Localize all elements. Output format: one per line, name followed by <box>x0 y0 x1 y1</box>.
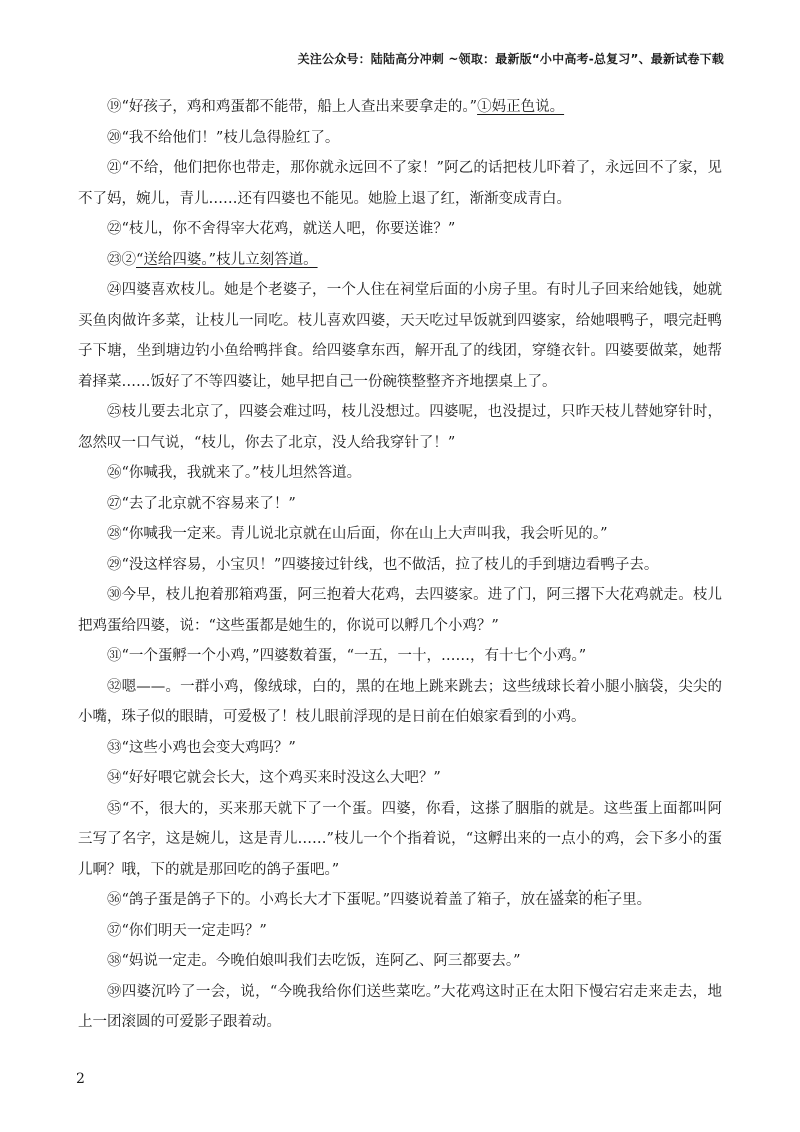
paragraph-24: ㉔四婆喜欢枝儿。她是个老婆子，一个人住在祠堂后面的小房子里。有时儿子回来给她钱，她就买鱼肉做许多菜，让枝儿一同吃。枝儿喜欢四婆，天天吃过早饭就到四婆家，给她喂鸭子，喂完赶鸭子下塘，坐到塘边钓小鱼给鸭拌食。给四婆拿东西，解开乱了的线团，穿缝衣针。四婆要做菜，她帮着择菜……饭好了不等四婆让，她早把自己一份碗筷整整齐齐地摆桌上了。 <box>78 282 722 390</box>
page-number: 2 <box>76 1071 85 1087</box>
underlined-text: “送给四婆。”枝儿立刻答道。 <box>136 251 318 268</box>
paragraph-30: ㉚今早，枝儿抱着那箱鸡蛋，阿三抱着大花鸡，去四婆家。进了门，阿三撂下大花鸡就走。枝儿把鸡蛋给四婆，说：“这些蛋都是她生的，你说可以孵几个小鸡？” <box>78 587 722 634</box>
paragraph-26: ㉖“你喊我，我就来了。”枝儿坦然答道。 <box>107 465 362 481</box>
paragraph-23: ㉓②“送给四婆。”枝儿立刻答道。 <box>107 251 318 268</box>
paragraph-32: ㉜嗯——。一群小鸡，像绒球，白的，黑的在地上跳来跳去；这些绒球长着小腿小脑袋，尖尖的小嘴，珠子似的眼睛，可爱极了！枝儿眼前浮现的是日前在伯娘家看到的小鸡。 <box>78 678 722 725</box>
paragraph-22: ㉒“枝儿，你不舍得宰大花鸡，就送人吧，你要送谁？” <box>107 221 456 237</box>
article-body <box>78 92 722 1038</box>
paragraph-19: ⑲“好孩子，鸡和鸡蛋都不能带，船上人查出来要拿走的。”①妈正色说。 <box>107 99 565 115</box>
paragraph-25: ㉕枝儿要去北京了，四婆会难过吗，枝儿没想过。四婆呢，也没提过，只昨天枝儿替她穿针时，忽然叹一口气说，“枝儿，你去了北京，没人给我穿针了！” <box>78 404 722 451</box>
paragraph-34: ㉞“好好喂它就会长大，这个鸡买来时没这么大吧？” <box>107 770 441 786</box>
underlined-text: ①妈正色说。 <box>477 99 565 115</box>
paragraph-31: ㉛“一个蛋孵一个小鸡，”四婆数着蛋，“一五，一十，……，有十七个小鸡。” <box>107 648 587 664</box>
paragraph-35: ㉟“不，很大的，买来那天就下了一个蛋。四婆，你看，这搽了胭脂的就是。这些蛋上面都叫阿三写了名字，这是婉儿，这是青儿……”枝儿一个个指着说，“这孵出来的一点小的鸡，会下多小的蛋儿啊？哦，下的就是那回吃的鸽子蛋吧。” <box>78 800 722 878</box>
emphasis-dotted-text: 放在盛菜的 • • • <box>521 892 594 908</box>
paragraph-39: ㊴四婆沉吟了一会，说，“今晚我给你们送些菜吃。”大花鸡这时正在太阳下慢宕宕走来走去，地上一团滚圆的可爱影子跟着动。 <box>78 983 722 1030</box>
paragraph-28: ㉘“你喊我一定来。青儿说北京就在山后面，你在山上大声叫我，我会听见的。” <box>107 526 608 542</box>
paragraph-29: ㉙“没这样容易，小宝贝！”四婆接过针线，也不做活，拉了枝儿的手到塘边看鸭子去。 <box>107 556 659 573</box>
paragraph-27: ㉗“去了北京就不容易来了！” <box>107 495 296 512</box>
paragraph-37: ㊲“你们明天一定走吗？” <box>107 922 267 939</box>
page-header: 关注公众号：陆陆高分冲刺 ~领取：最新版“小中高考-总复习”、最新试卷下载 <box>297 52 724 66</box>
paragraph-33: ㉝“这些小鸡也会变大鸡吗？” <box>107 739 296 756</box>
paragraph-38: ㊳“妈说一定走。今晚伯娘叫我们去吃饭，连阿乙、阿三都要去。” <box>107 953 521 969</box>
paragraph-21: ㉑“不给，他们把你也带走，那你就永远回不了家！”阿乙的话把枝儿吓着了，永远回不了家，见不了妈，婉儿，青儿……还有四婆也不能见。她脸上退了红，渐渐变成青白。 <box>78 160 722 207</box>
paragraph-20: ⑳“我不给他们！”枝儿急得脸红了。 <box>107 129 340 146</box>
paragraph-36: ㊱“鸽子蛋是鸽子下的。小鸡长大才下蛋呢。”四婆说着盖了箱子，放在盛菜的 • • •柜子里。 <box>78 885 722 916</box>
